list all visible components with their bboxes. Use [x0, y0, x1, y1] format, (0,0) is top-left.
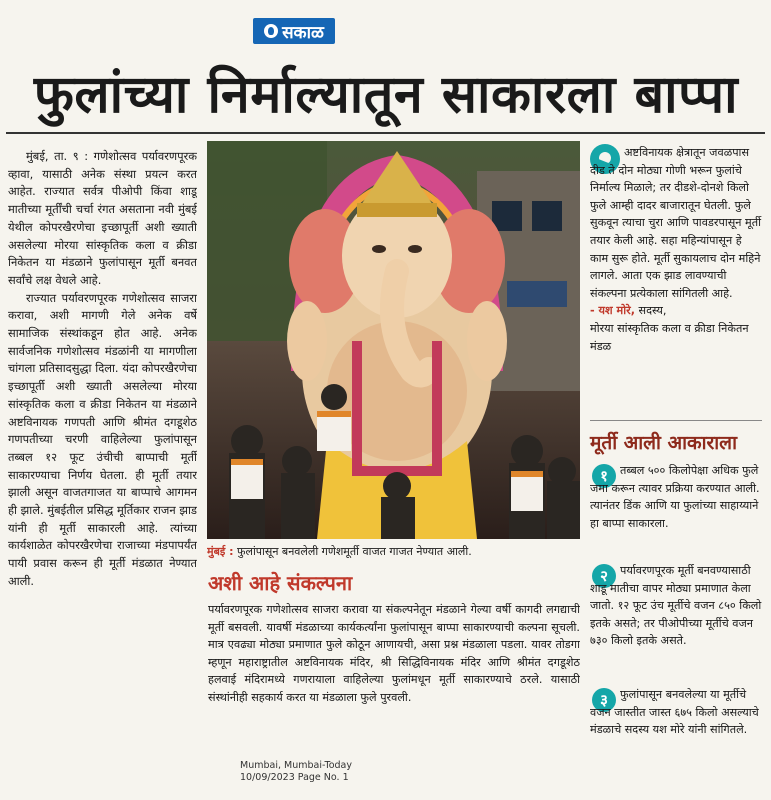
quote-author: - यश मोरे,	[590, 304, 635, 318]
caption-place: मुंबई :	[207, 545, 234, 558]
left-paragraph-1: मुंबई, ता. ९ : गणेशोत्सव पर्यावरणपूरक व्हावा, यासाठी अनेक संस्था प्रयत्न करत आहेत. राज्यात सर्वत्र पीओपी किंवा शाडू मातीच्या मूर्तींची चर्चा रंगत असताना नवी मुंबई येथील कोपरखैरणेचा इच्छापूर्ती अशी ख्याती असलेल्या मोरया सांस्कृतिक कला व क्रीडा निकेतन या मंडळाने फुलांपासून मूर्ती बनवत सर्वांचे लक्ष वेधले आहे.	[8, 149, 197, 287]
ganesha-photo	[207, 141, 580, 539]
concept-heading: अशी आहे संकल्पना	[208, 571, 353, 595]
sakal-emblem-icon	[264, 24, 278, 38]
quote-role-2: मोरया सांस्कृतिक कला व क्रीडा निकेतन मंडळ	[590, 321, 749, 353]
murti-heading: मूर्ती आली आकाराला	[590, 432, 737, 454]
concept-body: पर्यावरणपूरक गणेशोत्सव साजरा करावा या संकल्पनेतून मंडळाने गेल्या वर्षी कागदी लगद्याची मूर्ती बसवली. यावर्षी मंडळाच्या कार्यकर्त्यांना फुलांपासून बाप्पा साकारण्याची कल्पना सूचली. मात्र एवढ्या मोठ्या प्रमाणात फुले कोठून आणायची, असा प्रश्न मंडळाला पडला. यावर तोडगा म्हणून महाराष्ट्रातील अष्टविनायक मंदिर, श्री सिद्धिविनायक मंदिर आणि श्रीमंत दगडूशेठ हलवाई मंदिरामध्ये गणरायाला वाहिलेल्या फुलांमधून मूर्ती साकारण्याचे ठरले. यासाठी संस्थांनीही सहकार्य करत या मंडळाला फुले पुरवली.	[208, 603, 580, 704]
ganesha-idol-illustration	[207, 141, 580, 539]
headline: फुलांच्या निर्माल्यातून साकारला बाप्पा	[33, 65, 739, 125]
quote-role-1: सदस्य,	[638, 304, 667, 318]
point-3-number: ३	[592, 688, 616, 712]
point-1-text: तब्बल ५०० किलोपेक्षा अधिक फुले जमा करून त्यावर प्रक्रिया करण्यात आली. त्यानंतर डिंक आणि या फुलांच्या साहाय्याने हा बाप्पा साकारला.	[590, 464, 760, 530]
page-footer	[240, 760, 380, 790]
footer-edition: Mumbai, Mumbai-Today	[240, 760, 352, 771]
sakal-logo	[253, 18, 335, 44]
photo-caption	[207, 541, 580, 563]
caption-text: फुलांपासून बनवलेली गणेशमूर्ती वाजत गाजत नेण्यात आली.	[237, 545, 472, 558]
footer-date: 10/09/2023 Page No. 1	[240, 772, 349, 783]
left-column	[8, 148, 197, 758]
point-2	[590, 562, 762, 684]
right-divider	[590, 420, 762, 421]
logo-text: सकाळ	[282, 22, 324, 43]
point-3	[590, 686, 762, 758]
quote-text: अष्टविनायक क्षेत्रातून जवळपास दीड ते दोन मोठ्या गोणी भरून फुलांचे निर्माल्य मिळाले; तर दीडशे-दोनशे किलो फुले आम्ही दादर बाजारातून घेतली. फुले सुकवून त्याचा चुरा आणि पावडरपासून मूर्ती तयार केली आहे. सहा महिन्यांपासून हे काम सुरू होते. मूर्ती सुकायलाच दोन महिने लागले. आता एक झाड लावण्याची संकल्पना प्रत्येकाला सांगितली आहे.	[590, 146, 762, 300]
point-1-number: १	[592, 464, 616, 488]
point-1	[590, 462, 762, 560]
point-2-text: पर्यावरणपूरक मूर्ती बनवण्यासाठी शाडू मातीचा वापर मोठ्या प्रमाणात केला जातो. १२ फूट उंच मूर्तीचे वजन ८५० किलो इतके असते; तर पीओपीच्या मूर्तीचे वजन ७३० किलो इतके असते.	[590, 564, 762, 648]
headline-rule	[6, 132, 765, 134]
left-paragraph-2: राज्यात पर्यावरणपूरक गणेशोत्सव साजरा करावा, अशी मागणी गेले अनेक वर्षे सामाजिक संस्थांकडून होत आहे. अनेक सार्वजनिक गणेशोत्सव मंडळांनी या मागणीला चांगला प्रतिसादसुद्धा दिला. यंदा कोपरखैरणेचा इच्छापूर्ती अशी ख्याती असलेल्या मोरया सांस्कृतिक कला व क्रीडा निकेतन या मंडळाने अष्टविनायक गणपती आणि श्रीमंत दगडूशेठ गणपतीच्या चरणी वाहिलेल्या फुलांपासून तब्बल १२ फूट उंचीची बाप्पाची मूर्ती साकारण्याचा निर्णय घेतला. ही मूर्ती तयार झाली असून वाजतगाजत या बाप्पाचे आगमन ही झाले. मुंबईतील प्रसिद्ध मूर्तिकार राजन झाड यांनी ही मूर्ती साकारली आहे. त्यांच्या कार्यशाळेत कोपरखैरणेचा राजाच्या मंडपापर्यंत पायी प्रवास करून ही मूर्ती मंडळात नेण्यात आली.	[8, 290, 197, 588]
point-3-text: फुलांपासून बनवलेल्या या मूर्तीचे वजन जास्तीत जास्त ६७५ किलो असल्याचे मंडळाचे सदस्य यश मोरे यांनी सांगितले.	[590, 688, 759, 737]
point-2-number: २	[592, 564, 616, 588]
quote-box	[590, 144, 762, 356]
